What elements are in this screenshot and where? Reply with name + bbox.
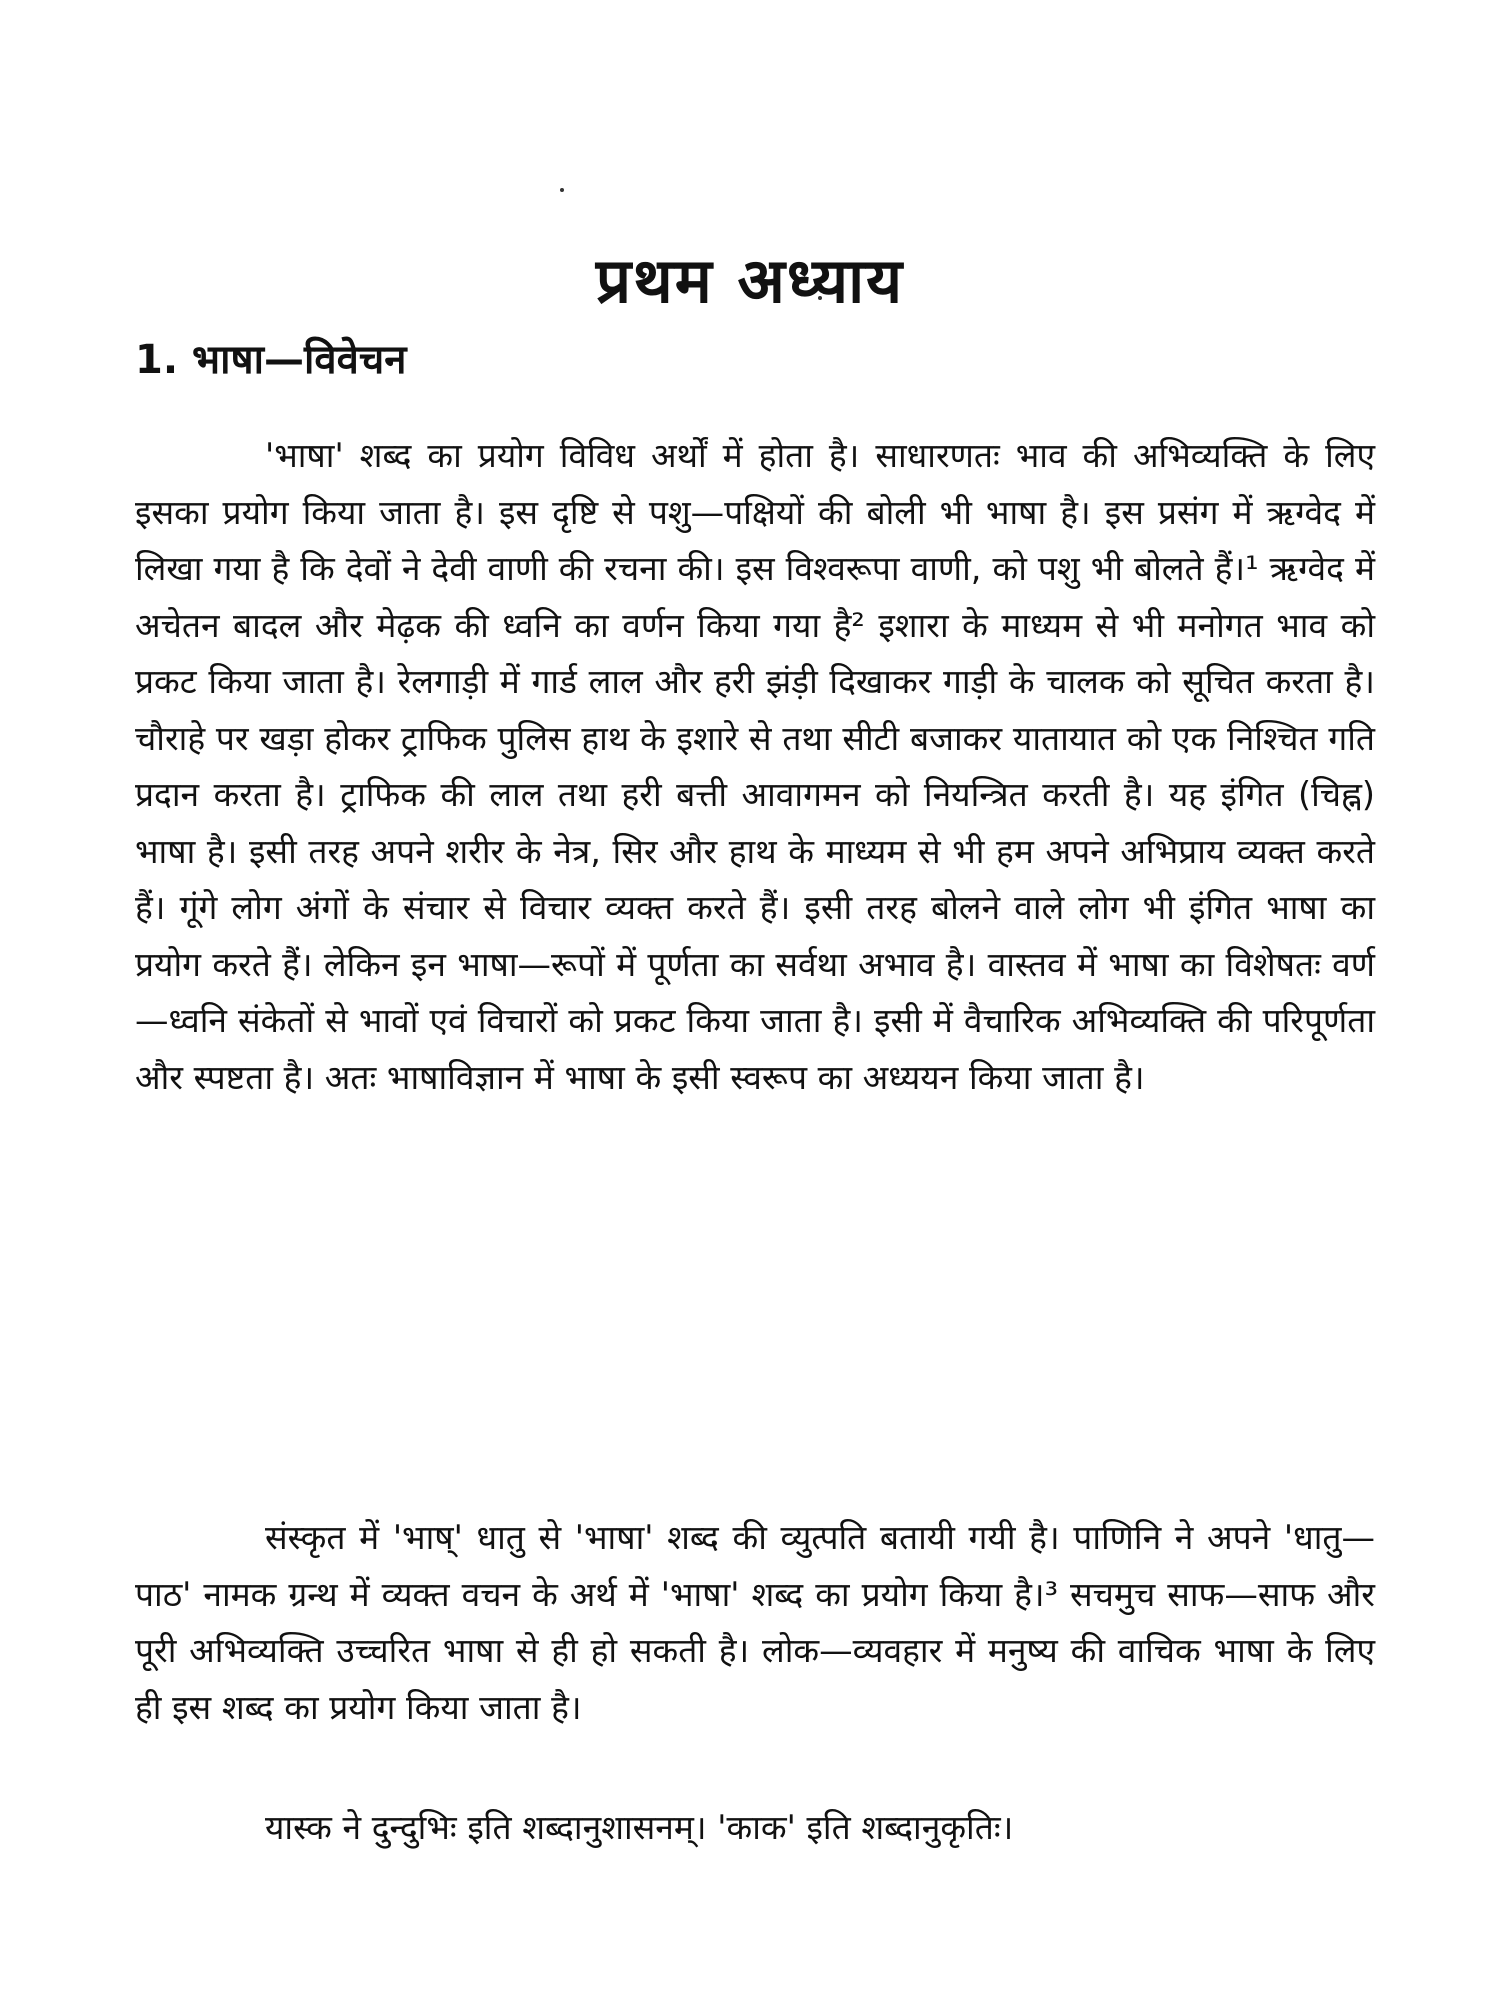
paragraph-bhasha-meaning: 'भाषा' शब्द का प्रयोग विविध अर्थों में होता है। साधारणतः भाव की अभिव्यक्ति के लिए इसका प्रयोग किया जाता है। इस दृष्टि से पशु—पक्षियों की बोली भी भाषा है। इस प्रसंग में ऋग्वेद में लिखा गया है कि देवों ने देवी वाणी की रचना की। इस विश्वरूपा वाणी, को पशु भी बोलते हैं।¹ ऋग्वेद में अचेतन बादल और मेढ़क की ध्वनि का वर्णन किया गया है² इशारा के माध्यम से भी मनोगत भाव को प्रकट किया जाता है। रेलगाड़ी में गार्ड लाल और हरी झंड़ी दिखाकर गाड़ी के चालक को सूचित करता है। चौराहे पर खड़ा होकर ट्राफिक पुलिस हाथ के इशारे से तथा सीटी बजाकर यातायात को एक निश्चित गति प्रदान करता है। ट्राफिक की लाल तथा हरी बत्ती आवागमन को नियन्त्रित करती है। यह इंगित (चिह्न) भाषा है। इसी तरह अपने शरीर के नेत्र, सिर और हाथ के माध्यम से भी हम अपने अभिप्राय व्यक्त करते हैं। गूंगे लोग अंगों के संचार से विचार व्यक्त करते हैं। इसी तरह बोलने वाले लोग भी इंगित भाषा का प्रयोग करते हैं। लेकिन इन भाषा—रूपों में पूर्णता का सर्वथा अभाव है। वास्तव में भाषा का विशेषतः वर्ण—ध्वनि संकेतों से भावों एवं विचारों को प्रकट किया जाता है। इसी में वैचारिक अभिव्यक्ति की परिपूर्णता और स्पष्टता है। अतः भाषाविज्ञान में भाषा के इसी स्वरूप का अध्ययन किया जाता है। [135, 436, 1375, 1097]
paragraph-block [135, 1510, 1375, 1736]
paragraph-block [135, 1800, 1375, 1857]
section-title: भाषा—विवेचन [192, 337, 407, 383]
paragraph-yaska: यास्क ने दुन्दुभिः इति शब्दानुशासनम्। 'काक' इति शब्दानुकृतिः। [265, 1808, 1014, 1847]
section-heading [135, 330, 406, 385]
section-number: 1. [135, 337, 179, 383]
paragraph-sanskrit-etymology: संस्कृत में 'भाष्' धातु से 'भाषा' शब्द की व्युत्पति बतायी गयी है। पाणिनि ने अपने 'धातु—पाठ' नामक ग्रन्थ में व्यक्त वचन के अर्थ में 'भाषा' शब्द का प्रयोग किया है।³ सचमुच साफ—साफ और पूरी अभिव्यक्ति उच्चरित भाषा से ही हो सकती है। लोक—व्यवहार में मनुष्य की वाचिक भाषा के लिए ही इस शब्द का प्रयोग किया जाता है। [135, 1518, 1375, 1727]
paragraph-block [135, 428, 1375, 1106]
chapter-title: प्रथम अध्याय [595, 243, 905, 317]
scan-speck [560, 188, 564, 192]
